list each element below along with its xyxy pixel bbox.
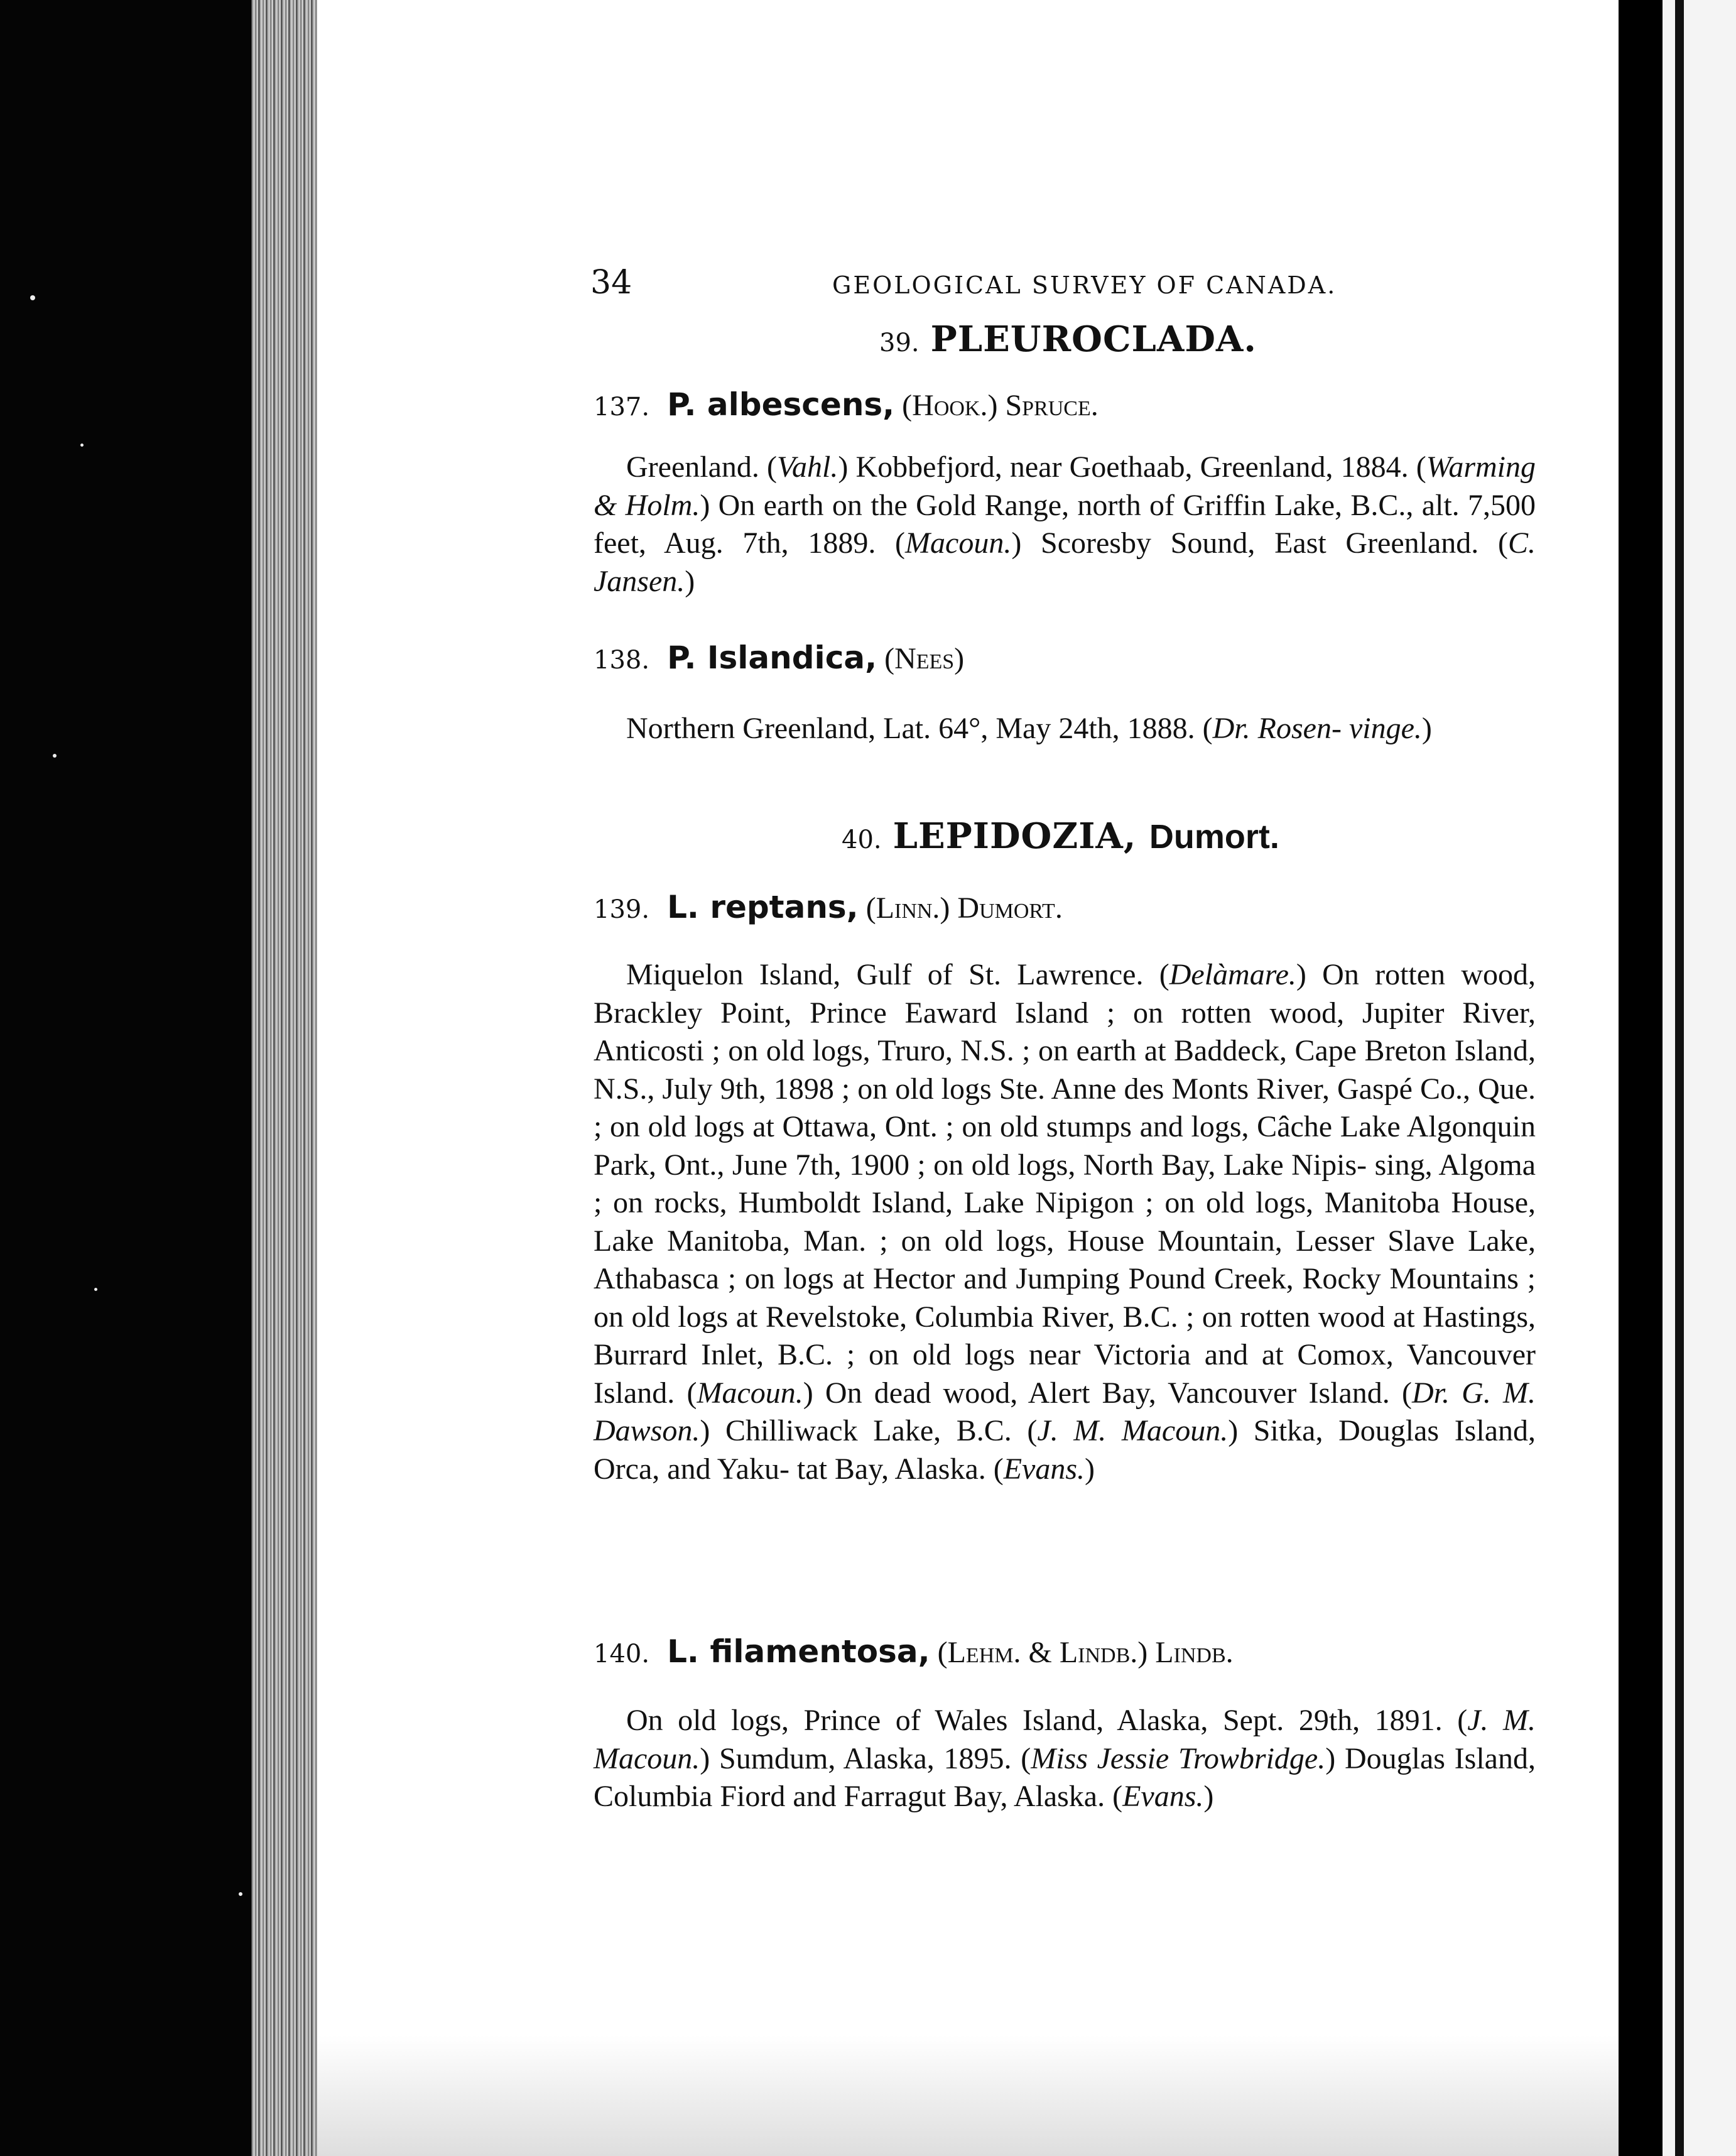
species-name: L. filamentosa,	[667, 1633, 930, 1670]
record-text: Northern Greenland, Lat. 64°, May 24th, 1888. (	[626, 712, 1213, 745]
species-number: 138.	[594, 646, 650, 675]
record-text: )	[1421, 712, 1432, 745]
record-text: ) On rotten wood, Brackley Point, Prince Eaward Island ; on rotten wood, Jupiter River, Anticosti ; on old logs, Truro, N.S. ; on earth at Baddeck, Cape Breton Island, N.S., July 9th, 1898 ; on old logs Ste. Anne des Monts River, Gaspé Co., Que. ; on old logs at Ottawa, Ont. ; on old stumps and logs, Câche Lake Algonquin Park, Ont., June 7th, 1900 ; on old logs, North Bay, Lake Nipis- sing, Algoma ; on rocks, Humboldt Island, Lake Nipigon ; on old logs, Manitoba House, Lake Manitoba, Man. ; on old logs, House Mountain, Lesser Slave Lake, Athabasca ; on logs at Hector and Jumping Pound Creek, Rocky Mountains ; on old logs at Revelstoke, Columbia River, B.C. ; on rotten wood at Hastings, Burrard Inlet, B.C. ; on old logs near Victoria and at Comox, Vancouver Island. (	[594, 958, 1536, 1410]
adjacent-page-edge	[1675, 0, 1684, 2156]
adjacent-page-strip	[1663, 0, 1736, 2156]
collector-name: Evans.	[1003, 1452, 1085, 1486]
species-number: 137.	[594, 393, 650, 422]
record-text: On old logs, Prince of Wales Island, Alaska, Sept. 29th, 1891. (	[626, 1704, 1468, 1737]
record-text: ) Scoresby Sound, East Greenland. (	[1011, 526, 1508, 560]
collector-name: Macoun.	[697, 1376, 803, 1410]
species-heading-140	[594, 1633, 1234, 1670]
collector-name: J. M. Macoun.	[1037, 1414, 1229, 1447]
record-text: ) Douglas Island, Columbia Fiord and Farragut Bay, Alaska. (	[594, 1741, 1536, 1813]
page-bottom-shade	[317, 2035, 1619, 2156]
collector-name: Evans.	[1122, 1780, 1204, 1813]
record-text: Greenland. (	[626, 450, 778, 484]
species-records-137	[594, 449, 1536, 601]
collector-name: Dr. Rosen- vinge.	[1212, 712, 1422, 745]
species-name: L. reptans,	[667, 889, 859, 925]
collector-name: Delàmare.	[1169, 958, 1296, 991]
record-text: ) Sitka, Douglas Island, Orca, and Yaku- tat Bay, Alaska. (	[594, 1414, 1536, 1486]
species-records-138	[594, 710, 1536, 748]
genus-heading-39	[879, 318, 1257, 360]
species-heading-138	[594, 640, 964, 676]
species-name: P. albescens,	[667, 386, 895, 423]
scan-dark-margin	[0, 0, 251, 2156]
record-text: ) On dead wood, Alert Bay, Vancouver Island. (	[803, 1376, 1412, 1410]
species-heading-139	[594, 889, 1063, 925]
genus-number: 40.	[842, 825, 882, 854]
collector-name: Macoun.	[905, 526, 1012, 560]
scan-speck	[53, 754, 57, 758]
species-authority: (Hook.) Spruce.	[902, 389, 1099, 422]
record-text: ) On earth on the Gold Range, north of Griffin Lake, B.C., alt. 7,500 feet, Aug. 7th, 1889. (	[594, 488, 1536, 560]
page-gutter	[1619, 0, 1663, 2156]
species-heading-137	[594, 386, 1099, 423]
record-text: )	[1085, 1452, 1095, 1486]
record-text: )	[1203, 1780, 1214, 1813]
species-number: 139.	[594, 895, 650, 924]
species-records-139	[594, 956, 1536, 1488]
collector-name: J. M. Macoun.	[594, 1704, 1536, 1775]
record-text: ) Sumdum, Alaska, 1895. (	[700, 1741, 1031, 1775]
page-number: 34	[590, 264, 632, 302]
collector-name: Warming & Holm.	[594, 450, 1536, 522]
genus-name: PLEUROCLADA.	[930, 318, 1257, 360]
collector-name: Miss Jessie Trowbridge.	[1031, 1741, 1326, 1775]
collector-name: Dr. G. M. Dawson.	[594, 1376, 1536, 1447]
species-authority: (Linn.) Dumort.	[865, 891, 1063, 925]
scan-speck	[30, 295, 35, 300]
species-authority: (Nees)	[884, 642, 965, 675]
genus-name: LEPIDOZIA,	[892, 815, 1137, 857]
record-text: ) Kobbefjord, near Goethaab, Greenland, 1884. (	[838, 450, 1426, 484]
record-text: )	[685, 564, 695, 598]
genus-heading-40	[842, 815, 1279, 857]
record-text: Miquelon Island, Gulf of St. Lawrence. (	[626, 958, 1169, 991]
species-number: 140.	[594, 1640, 650, 1669]
record-text: ) Chilliwack Lake, B.C. (	[700, 1414, 1038, 1447]
running-title: GEOLOGICAL SURVEY OF CANADA.	[832, 271, 1337, 299]
page-edges-stack	[251, 0, 317, 2156]
species-records-140	[594, 1702, 1536, 1816]
genus-number: 39.	[879, 329, 920, 357]
scan-speck	[239, 1892, 242, 1896]
scan-speck	[80, 444, 84, 447]
collector-name: C. Jansen.	[594, 526, 1536, 598]
species-name: P. Islandica,	[667, 640, 877, 676]
scan-speck	[94, 1288, 97, 1291]
genus-authority: Dumort.	[1149, 818, 1279, 856]
collector-name: Vahl.	[777, 450, 838, 484]
species-authority: (Lehm. & Lindb.) Lindb.	[937, 1636, 1234, 1669]
